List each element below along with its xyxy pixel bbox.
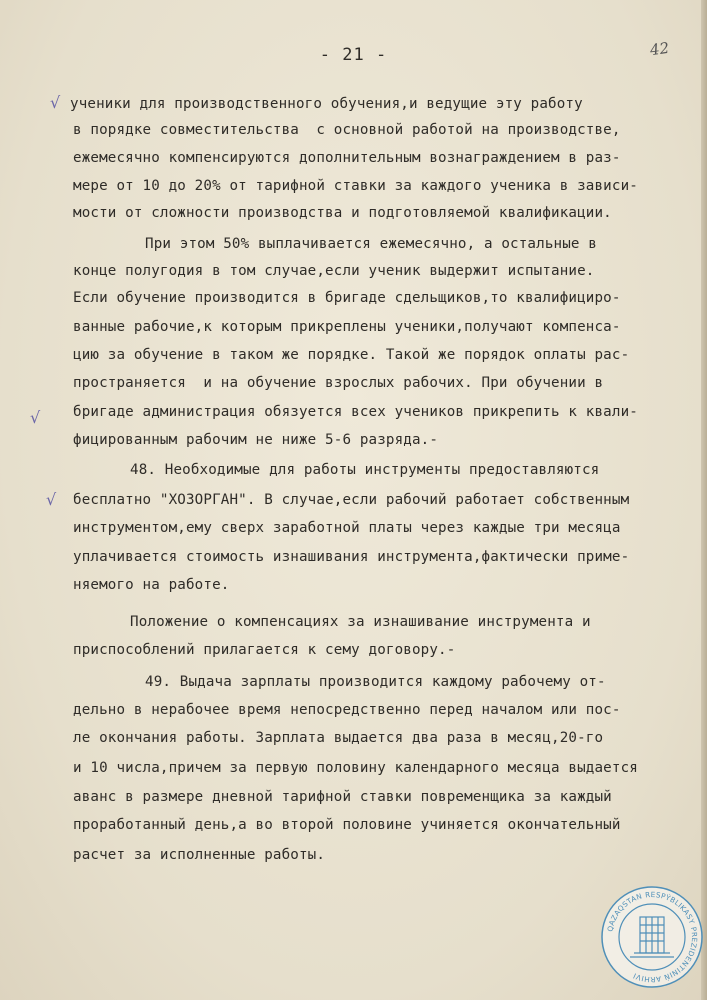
- text-line: ванные рабочие,к которым прикреплены ученики,получают компенса-: [73, 319, 621, 335]
- text-line: бесплатно "ХОЗОРГАН". В случае,если рабочий работает собственным: [73, 492, 630, 508]
- text-line: проработанный день,а во второй половине учиняется окончательный: [73, 817, 621, 833]
- text-line: При этом 50% выплачивается ежемесячно, а остальные в: [145, 236, 597, 252]
- check-mark-icon: √: [50, 93, 61, 112]
- text-line: мере от 10 до 20% от тарифной ставки за каждого ученика в зависи-: [73, 178, 638, 194]
- text-line: фицированным рабочим не ниже 5-6 разряда.-: [73, 432, 439, 448]
- text-line: инструментом,ему сверх заработной платы через каждые три месяца: [73, 520, 621, 536]
- stamp-ring-text: QAZAQSTAN RESPÝBLIKASY PREZIDENTINIŃ ARHIVI: [605, 889, 700, 985]
- text-line: Если обучение производится в бригаде сдельщиков,то квалифициро-: [73, 290, 621, 306]
- text-line: ученики для производственного обучения,и ведущие эту работу: [70, 96, 583, 112]
- text-line: бригаде администрация обязуется всех учеников прикрепить к квали-: [73, 404, 638, 420]
- text-line: и 10 числа,причем за первую половину календарного месяца выдается: [73, 760, 638, 776]
- text-line: пространяется и на обучение взрослых рабочих. При обучении в: [73, 375, 604, 391]
- archive-page-number: 42: [648, 38, 671, 60]
- text-line: аванс в размере дневной тарифной ставки повременщика за каждый: [73, 789, 612, 805]
- text-line: мости от сложности производства и подготовляемой квалификации.: [73, 205, 612, 221]
- archive-stamp: [600, 885, 704, 989]
- text-line: уплачивается стоимость изнашивания инструмента,фактически приме-: [73, 549, 630, 565]
- check-mark-icon: √: [46, 490, 57, 509]
- text-line: в порядке совместительства с основной работой на производстве,: [73, 122, 621, 138]
- text-line: ле окончания работы. Зарплата выдается два раза в месяц,20-го: [73, 730, 604, 746]
- text-line: цию за обучение в таком же порядке. Такой же порядок оплаты рас-: [73, 347, 630, 363]
- text-line: 48. Необходимые для работы инструменты предоставляются: [130, 462, 600, 478]
- text-line: Положение о компенсациях за изнашивание инструмента и: [130, 614, 591, 630]
- text-line: расчет за исполненные работы.: [73, 847, 326, 863]
- text-line: дельно в нерабочее время непосредственно перед началом или пос-: [73, 702, 621, 718]
- text-line: конце полугодия в том случае,если ученик выдержит испытание.: [73, 263, 595, 279]
- page-number: - 21 -: [319, 45, 388, 65]
- text-line: 49. Выдача зарплаты производится каждому рабочему от-: [145, 674, 606, 690]
- text-line: ежемесячно компенсируются дополнительным вознаграждением в раз-: [73, 150, 621, 166]
- text-line: приспособлений прилагается к сему договору.-: [73, 642, 456, 658]
- check-mark-icon: √: [30, 408, 41, 427]
- text-line: няемого на работе.: [73, 577, 230, 593]
